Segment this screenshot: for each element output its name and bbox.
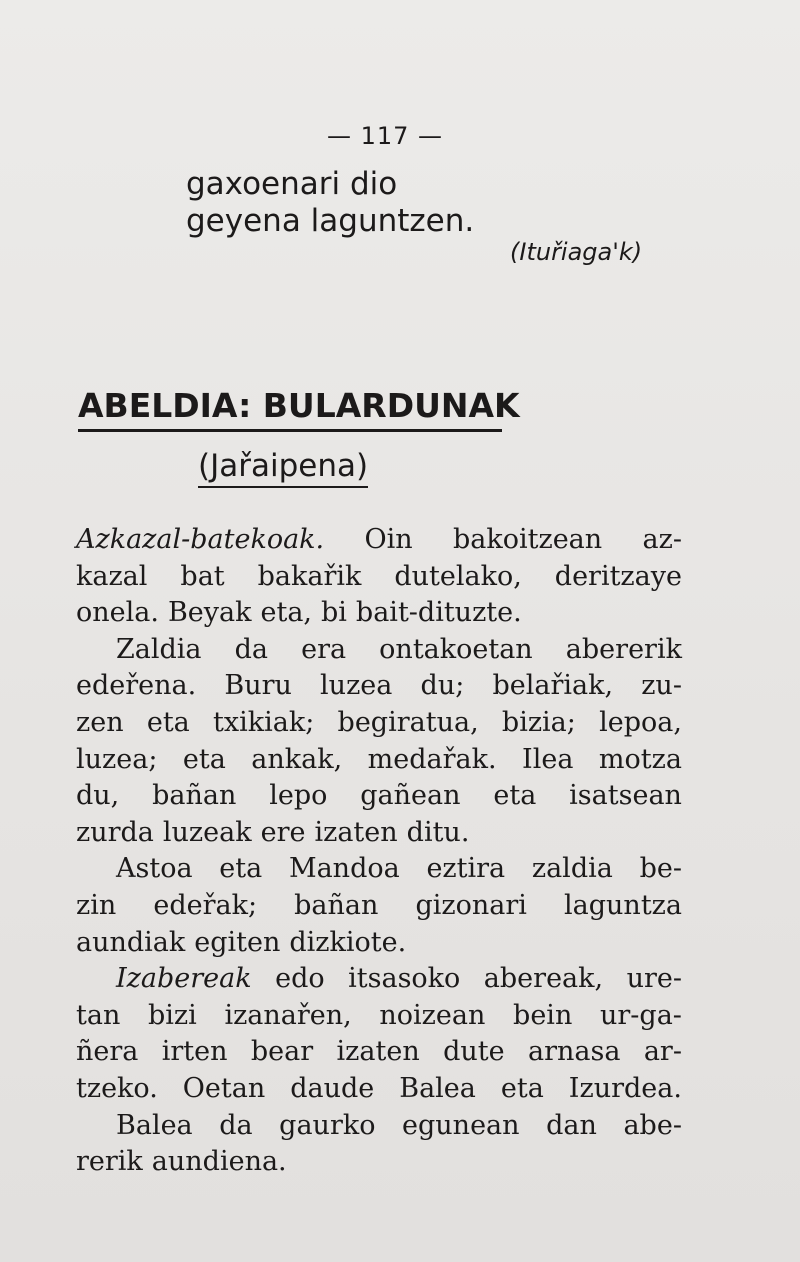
word: ere [260,816,306,848]
word: dute [443,1036,505,1068]
word: ar- [643,1036,682,1068]
word: Oin [364,524,413,555]
text-line [76,998,682,1035]
word: zurda [76,816,154,848]
text-line [76,888,682,925]
word: rerik [76,1146,143,1178]
word: be- [639,853,682,885]
word: Izurdea. [568,1072,682,1104]
word: izaten [336,1036,420,1068]
word: lepoa, [599,706,682,738]
word: eta [219,853,263,885]
word: daude [290,1072,375,1104]
word: edeřak; [153,889,258,921]
word: bait-dituzte. [355,597,522,629]
word: arnasa [528,1036,621,1068]
text-line [76,1108,682,1145]
word: gañean [360,780,461,812]
word: eta [182,743,226,775]
section-title: ABELDIA: BULARDUNAK [78,386,502,432]
word: laguntza [564,889,682,921]
text-line [76,778,682,815]
word: Astoa [116,853,193,885]
text-line [76,559,682,596]
text-line [76,595,682,632]
word: abererik [565,633,682,665]
term-azkazal-batekoak: Azkazal-batekoak. [76,524,325,555]
word: Oetan [182,1072,266,1104]
word: ditu. [406,816,470,848]
word: da [219,1109,253,1141]
word: egunean [402,1109,520,1141]
word: bi [321,597,347,629]
word: motza [598,743,682,775]
word: zu- [641,670,682,702]
word: noizean [379,999,486,1031]
word: izaten [314,816,398,848]
word: gaurko [279,1109,376,1141]
text-line [76,705,682,742]
text-line [76,522,682,559]
text-line [76,1071,682,1108]
word: edo [275,963,325,995]
word: aundiak [76,926,186,958]
word: bakařik [257,560,362,592]
term-izabereak: Izabereak [116,963,252,995]
verse-line: gaxoenari dio [186,166,398,202]
word: zen [76,706,124,738]
word: bat [180,560,225,592]
word: edeřena. [76,670,197,702]
word: onela. [76,597,159,629]
word: bizia; [501,706,576,738]
word: dan [546,1109,597,1141]
word: Ilea [522,743,574,775]
word: du; [420,670,465,702]
word: abe- [623,1109,682,1141]
word: ur-ga- [600,999,682,1031]
text-line [76,815,682,852]
word: belařiak, [492,670,614,702]
text-line [76,961,682,998]
word: egiten [194,926,281,958]
word: Beyak [167,597,252,629]
word: ure- [626,963,682,995]
word: itsasoko [348,963,461,995]
text-line [76,925,682,962]
word: zin [76,889,117,921]
word: medařak. [367,743,497,775]
word: dizkiote. [289,926,407,958]
word: Zaldia [116,633,202,665]
word: eta, [260,597,312,629]
word: begiratua, [337,706,479,738]
word: bear [250,1036,314,1068]
word: isatsean [569,780,682,812]
word: luzea; [76,743,158,775]
word: ñera [76,1036,139,1068]
word: du, [76,780,120,812]
word: txikiak; [213,706,315,738]
text-line [76,1034,682,1071]
word: aundiena. [151,1146,287,1178]
text-line [76,668,682,705]
word: tzeko. [76,1072,158,1104]
word: abereak, [483,963,604,995]
word: Mandoa [288,853,400,885]
page-number: — 117 — [326,122,444,150]
word: bañan [152,780,237,812]
word: kazal [76,560,148,592]
word: ontakoetan [379,633,533,665]
word: ankak, [251,743,343,775]
text-line [76,1144,682,1181]
section-subtitle: (Jařaipena) [198,448,368,488]
word: luzeak [162,816,252,848]
word: eta [500,1072,544,1104]
text-line [76,851,682,888]
word: lepo [269,780,328,812]
word: eta [146,706,190,738]
word: era [301,633,347,665]
text-line [76,632,682,669]
word: luzea [320,670,393,702]
word: irten [161,1036,228,1068]
word: Balea [116,1109,193,1141]
word: dutelako, [394,560,522,592]
text-line [76,742,682,779]
word: bañan [294,889,379,921]
word: eztira [426,853,506,885]
body-text [76,522,682,1181]
word: bakoitzean [453,524,603,555]
verse-attribution: (Ituřiaga'k) [510,238,643,266]
word: gizonari [415,889,527,921]
word: tan [76,999,121,1031]
verse-line: geyena laguntzen. [186,203,475,239]
word: bein [513,999,573,1031]
word: az- [642,524,682,555]
word: Balea [399,1072,476,1104]
word: Buru [224,670,292,702]
word: da [234,633,268,665]
word: eta [493,780,537,812]
verse-block [186,166,474,240]
word: deritzaye [554,560,682,592]
word: izanařen, [224,999,352,1031]
word: bizi [148,999,197,1031]
word: zaldia [531,853,613,885]
